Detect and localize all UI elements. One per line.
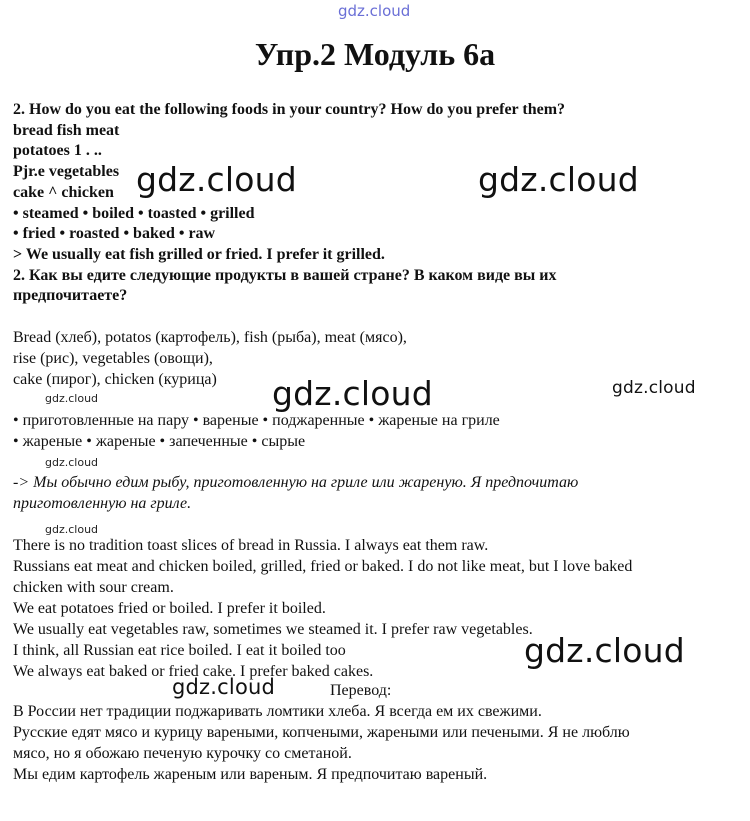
answer-line: We always eat baked or fried cake. I prefer baked cakes. xyxy=(13,663,374,680)
translation-line: мясо, но я обожаю печеную курочку со сметаной. xyxy=(13,745,352,762)
watermark: gdz.cloud xyxy=(45,523,99,536)
answer-line: We eat potatoes fried or boiled. I prefer it boiled. xyxy=(13,600,326,617)
methods-list xyxy=(13,410,500,452)
translation-line: Русские едят мясо и курицу вареными, копчеными, жареными или печеными. Я не люблю xyxy=(13,724,630,741)
methods-line: • жареные • жареные • запеченные • сырые xyxy=(13,433,306,450)
task-english xyxy=(13,100,565,307)
example-russian xyxy=(13,472,578,514)
answer-line: We usually eat vegetables raw, sometimes we steamed it. I prefer raw vegetables. xyxy=(13,621,533,638)
translation-line: Мы едим картофель жареным или вареным. Я предпочитаю вареный. xyxy=(13,766,488,783)
example-line: приготовленную на гриле. xyxy=(13,495,192,512)
vocab-line: cake (пирог), chicken (курица) xyxy=(13,371,217,388)
watermark: gdz.cloud xyxy=(524,631,685,670)
translation-line: В России нет традиции поджаривать ломтики хлеба. Я всегда ем их свежими. xyxy=(13,703,542,720)
answer-line: There is no tradition toast slices of bread in Russia. I always eat them raw. xyxy=(13,537,489,554)
task-line: 2. How do you eat the following foods in your country? How do you prefer them? xyxy=(13,101,566,118)
example-line: -> Мы обычно едим рыбу, приготовленную на гриле или жареную. Я предпочитаю xyxy=(13,474,579,491)
task-line: 2. Как вы едите следующие продукты в вашей стране? В каком виде вы их xyxy=(13,266,557,284)
answer-russian xyxy=(13,701,630,785)
task-line: > We usually eat fish grilled or fried. I prefer it grilled. xyxy=(13,245,385,263)
answer-line: chicken with sour cream. xyxy=(13,579,174,596)
task-line: potatoes 1 . .. xyxy=(13,142,102,160)
vocab-line: rise (рис), vegetables (овощи), xyxy=(13,350,213,367)
watermark: gdz.cloud xyxy=(172,675,276,699)
task-line: bread fish meat xyxy=(13,121,120,139)
vocab-line: Bread (хлеб), potatos (картофель), fish (рыба), meat (мясо), xyxy=(13,329,407,346)
site-label: gdz.cloud xyxy=(338,2,411,20)
watermark: gdz.cloud xyxy=(612,378,696,398)
watermark: gdz.cloud xyxy=(45,456,99,469)
task-line: • fried • roasted • baked • raw xyxy=(13,225,216,243)
watermark: gdz.cloud xyxy=(478,160,639,199)
task-line: • steamed • boiled • toasted • grilled xyxy=(13,204,255,222)
task-line: предпочитаете? xyxy=(13,287,128,305)
methods-line: • приготовленные на пару • вареные • поджаренные • жареные на гриле xyxy=(13,412,500,429)
task-line: Pjr.e vegetables xyxy=(13,163,120,181)
task-line: cake ^ chicken xyxy=(13,183,114,201)
answer-line: Russians eat meat and chicken boiled, grilled, fried or baked. I do not like meat, but I love baked xyxy=(13,558,633,575)
translation-label: Перевод: xyxy=(330,682,392,699)
answer-line: I think, all Russian eat rice boiled. I eat it boiled too xyxy=(13,642,346,659)
watermark: gdz.cloud xyxy=(136,160,297,199)
page-title: Упр.2 Модуль 6а xyxy=(254,36,496,72)
watermark: gdz.cloud xyxy=(45,392,99,405)
watermark: gdz.cloud xyxy=(272,374,433,413)
